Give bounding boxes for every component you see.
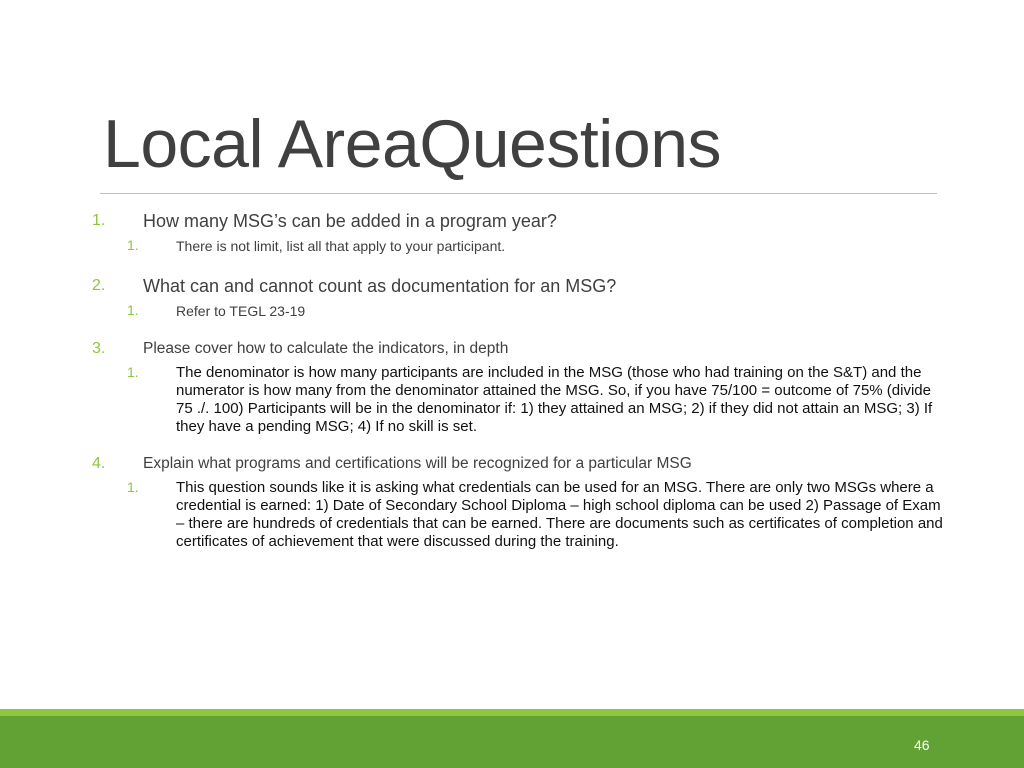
question-text: How many MSG’s can be added in a program year? (143, 211, 557, 231)
footer-band (0, 716, 1024, 768)
answer-text: This question sounds like it is asking what credentials can be used for an MSG. There are only two MSGs where a credential is earned: 1) Date of Secondary School Diploma – high school diploma can be used 2) Passage of Exam – there are hundreds of credentials that can be earned. There are documents such as certificates of completion and certificates of achievement that were discussed during the training. (176, 479, 943, 550)
question-number: 2. (92, 277, 106, 294)
question-text: Please cover how to calculate the indicators, in depth (143, 340, 509, 357)
slide-title: Local AreaQuestions (103, 106, 722, 182)
answer-text: There is not limit, list all that apply to your participant. (176, 238, 506, 254)
answer-number: 1. (127, 479, 139, 495)
answer-text: The denominator is how many participants are included in the MSG (those who had training on the S&T) and the numerator is how many from the denominator attained the MSG. So, if you have 75/100 = outcome of 75% (divide 75 ./. 100) Participants will be in the denominator if: 1) they attained an MSG; 2) if they did not attain an MSG; 3) If they have a pending MSG; 4) If no skill is set. (176, 364, 933, 435)
footer-accent-band (0, 709, 1024, 716)
question-number: 1. (92, 212, 106, 229)
question-text: What can and cannot count as documentation for an MSG? (143, 276, 617, 296)
answer-number: 1. (127, 364, 139, 380)
answer-text: Refer to TEGL 23-19 (176, 303, 306, 319)
answer-number: 1. (127, 302, 139, 318)
question-number: 4. (92, 455, 106, 472)
answer-number: 1. (127, 237, 139, 253)
question-number: 3. (92, 340, 106, 357)
question-text: Explain what programs and certifications will be recognized for a particular MSG (143, 455, 692, 472)
title-divider (100, 193, 937, 194)
slide-number: 46 (914, 737, 930, 753)
